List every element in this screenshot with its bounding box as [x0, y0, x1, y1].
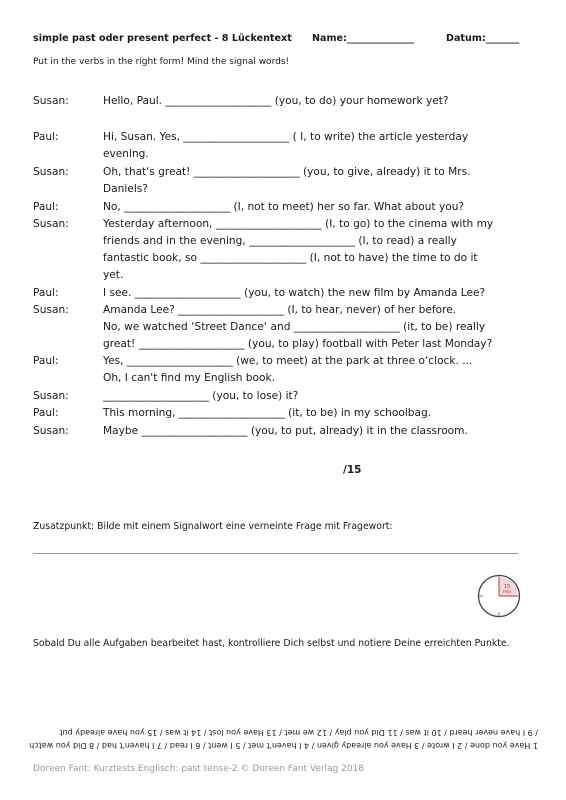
dialogue-text: Amanda Lee? ____________________ (I, to hear, never) of her before.: [103, 304, 457, 316]
self-check-instruction: Sobald Du alle Aufgaben bearbeitet hast, kontrolliere Dich selbst und notiere Deine erreichten Punkte.: [33, 638, 510, 649]
dialogue-text: friends and in the evening, ____________________ (I, to read) a really: [103, 235, 457, 247]
clock-minutes-unit: min: [502, 590, 512, 595]
clock-minutes-value: 15: [503, 584, 511, 590]
bonus-answer-line[interactable]: [33, 553, 518, 554]
worksheet-title: simple past oder present perfect - 8 Lückentext: [33, 33, 292, 44]
copyright-footer: Doreen Fant: Kurztests Englisch: past tense-2 © Doreen Fant Verlag 2018: [33, 764, 365, 774]
speaker-label: Susan:: [33, 304, 69, 316]
instruction-text: Put in the verbs in the right form! Mind the signal words!: [33, 57, 290, 67]
speaker-label: Paul:: [33, 355, 59, 367]
dialogue-text: ____________________ (you, to lose) it?: [103, 390, 299, 402]
date-field-label: Datum:_______: [446, 33, 520, 44]
answer-key-line: 1 Have you done / 2 I wrote / 3 Have you already given / 4 I haven't met / 5 I went / 6 I read / 7 I haven't had / 8 Did you watch: [29, 741, 538, 750]
dialogue-text: No, ____________________ (I, not to meet) her so far. What about you?: [103, 201, 465, 213]
dialogue-text: great! ____________________ (you, to play) football with Peter last Monday?: [103, 338, 493, 350]
speaker-label: Paul:: [33, 131, 59, 143]
answer-key-upside-down: [0, 708, 566, 756]
speaker-label: Susan:: [33, 425, 69, 437]
dialogue-text: Maybe ____________________ (you, to put, already) it in the classroom.: [103, 425, 468, 437]
clock-icon: [477, 574, 521, 618]
score-total: /15: [343, 464, 362, 476]
dialogue-text: evening.: [103, 148, 149, 160]
speaker-label: Paul:: [33, 201, 59, 213]
dialogue-text: I see. ____________________ (you, to watch) the new film by Amanda Lee?: [103, 287, 486, 299]
dialogue-text: fantastic book, so ____________________ (I, not to have) the time to do it: [103, 252, 478, 264]
dialogue-text: Hi, Susan. Yes, ____________________ ( I, to write) the article yesterday: [103, 131, 469, 143]
speaker-label: Susan:: [33, 390, 69, 402]
bonus-task-text: Zusatzpunkt: Bilde mit einem Signalwort eine verneinte Frage mit Fragewort:: [33, 521, 393, 532]
dialogue-text: Oh, that's great! ____________________ (you, to give, already) it to Mrs.: [103, 166, 471, 178]
dialogue-text: This morning, ____________________ (it, to be) in my schoolbag.: [103, 407, 432, 419]
speaker-label: Susan:: [33, 218, 69, 230]
name-field-label: Name:______________: [312, 33, 414, 44]
worksheet-header: [33, 33, 533, 47]
dialogue-text: Oh, I can't find my English book.: [103, 372, 275, 384]
dialogue-text: No, we watched ‘Street Dance‘ and ____________________ (it, to be) really: [103, 321, 486, 333]
speaker-label: Susan:: [33, 166, 69, 178]
dialogue-text: Daniels?: [103, 183, 148, 195]
dialogue-text: Yes, ____________________ (we, to meet) at the park at three o‘clock. ...: [103, 355, 473, 367]
dialogue-text: Yesterday afternoon, ____________________ (I, to go) to the cinema with my: [103, 218, 494, 230]
answer-key-line: / 9 I have never heard / 10 it was / 11 Did you play / 12 we met / 13 Have you lost / 14 it was / 15 you have already put: [59, 728, 538, 737]
speaker-label: Paul:: [33, 407, 59, 419]
dialogue-text: Hello, Paul. ____________________ (you, to do) your homework yet?: [103, 95, 449, 107]
speaker-label: Paul:: [33, 287, 59, 299]
speaker-label: Susan:: [33, 95, 69, 107]
dialogue-text: yet.: [103, 269, 124, 281]
